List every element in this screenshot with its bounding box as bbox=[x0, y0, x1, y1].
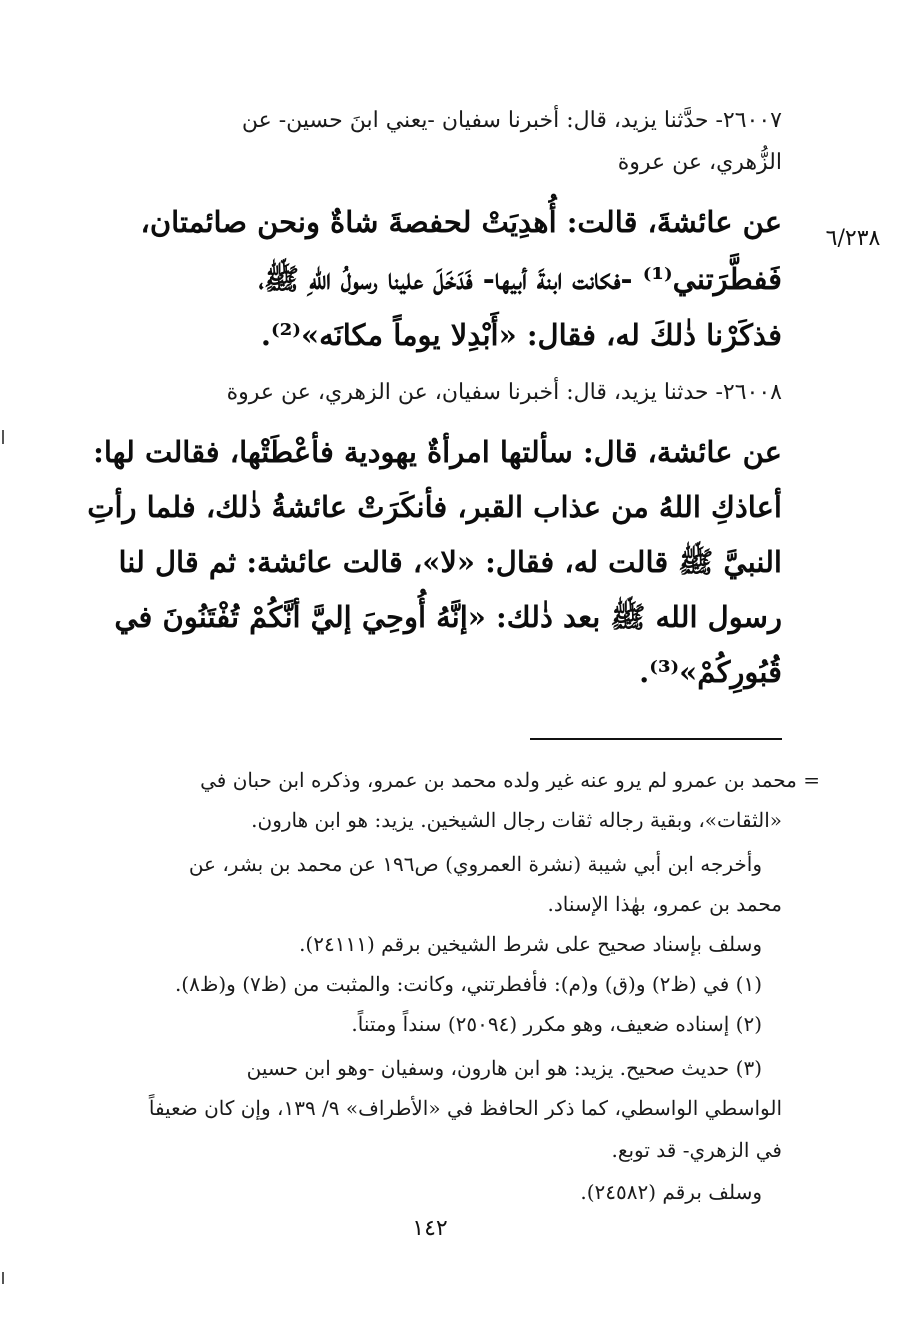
hadith-26007-isnad-line-2: الزُّهري، عن عروة bbox=[617, 150, 782, 175]
hadith-26008-matn-line-5: قُبُورِكُمْ»⁽³⁾. bbox=[639, 655, 782, 689]
footnote-line: وأخرجه ابن أبي شيبة (نشرة العمروي) ص١٩٦ عن محمد بن بشر، عن bbox=[188, 852, 762, 876]
hadith-26008-matn-line-2: أعاذكِ اللهُ من عذاب القبر، فأنكَرَتْ عائشةُ ذٰلك، فلما رأتِ bbox=[87, 490, 782, 524]
scan-edge-mark bbox=[2, 430, 4, 444]
footnote-1: (١) في (ظ٢) و(ق) و(م): فأفطرتني، وكانت: والمثبت من (ظ٧) و(ظ٨). bbox=[174, 972, 762, 996]
hadith-26008-matn-line-3: النبيَّ ﷺ قالت له، فقال: «لا»، قالت عائشة: ثم قال لنا bbox=[118, 545, 782, 579]
volume-page-reference: ٦/٢٣٨ bbox=[825, 226, 881, 251]
footnote-2: (٢) إسناده ضعيف، وهو مكرر (٢٥٠٩٤) سنداً ومتناً. bbox=[351, 1012, 762, 1036]
footnote-line: وسلف برقم (٢٤٥٨٢). bbox=[580, 1180, 762, 1204]
hadith-26008-isnad-line-1: ٢٦٠٠٨- حدثنا يزيد، قال: أخبرنا سفيان، عن الزهري، عن عروة bbox=[226, 380, 782, 405]
hadith-26007-matn-line-3: فذكَرْنا ذٰلكَ له، فقال: «أَبْدِلا يوماً مكانَه»⁽²⁾. bbox=[260, 318, 782, 352]
footnote-line: = محمد بن عمرو لم يرو عنه غير ولده محمد بن عمرو، وذكره ابن حبان في bbox=[200, 768, 820, 792]
hadith-26007-matn-line-2: فَفطَّرَتني⁽¹⁾ -فكانت ابنةَ أبيها- فَدَخَلَ علينا رسولُ اللهِ ﷺ، bbox=[258, 262, 782, 296]
footnote-line: «الثقات»، وبقية رجاله ثقات رجال الشيخين. يزيد: هو ابن هارون. bbox=[251, 808, 782, 832]
hadith-26007-matn-line-1: عن عائشةَ، قالت: أُهدِيَتْ لحفصةَ شاةٌ ونحن صائمتان، bbox=[140, 205, 782, 239]
footnote-line: في الزهري- قد توبع. bbox=[611, 1138, 782, 1162]
footnote-3: (٣) حديث صحيح. يزيد: هو ابن هارون، وسفيان -وهو ابن حسين bbox=[246, 1056, 762, 1080]
scan-edge-mark bbox=[2, 1272, 4, 1284]
footnote-separator bbox=[530, 738, 782, 740]
footnote-line: وسلف بإسناد صحيح على شرط الشيخين برقم (٢٤١١١). bbox=[299, 932, 762, 956]
footnote-line: محمد بن عمرو، بهٰذا الإسناد. bbox=[547, 892, 782, 916]
footnote-line: الواسطي الواسطي، كما ذكر الحافظ في «الأطراف» ٩/ ١٣٩، وإن كان ضعيفاً bbox=[148, 1096, 782, 1120]
hadith-26007-isnad-line-1: ٢٦٠٠٧- حدَّثنا يزيد، قال: أخبرنا سفيان -يعني ابنَ حسين- عن bbox=[241, 108, 782, 133]
hadith-26008-matn-line-4: رسول الله ﷺ بعد ذٰلك: «إنَّهُ أُوحِيَ إليَّ أنَّكُمْ تُفْتَنُونَ في bbox=[114, 600, 782, 634]
page-number: ١٤٢ bbox=[412, 1216, 448, 1241]
hadith-26008-matn-line-1: عن عائشة، قال: سألتها امرأةٌ يهودية فأعْطَتْها، فقالت لها: bbox=[93, 435, 782, 469]
